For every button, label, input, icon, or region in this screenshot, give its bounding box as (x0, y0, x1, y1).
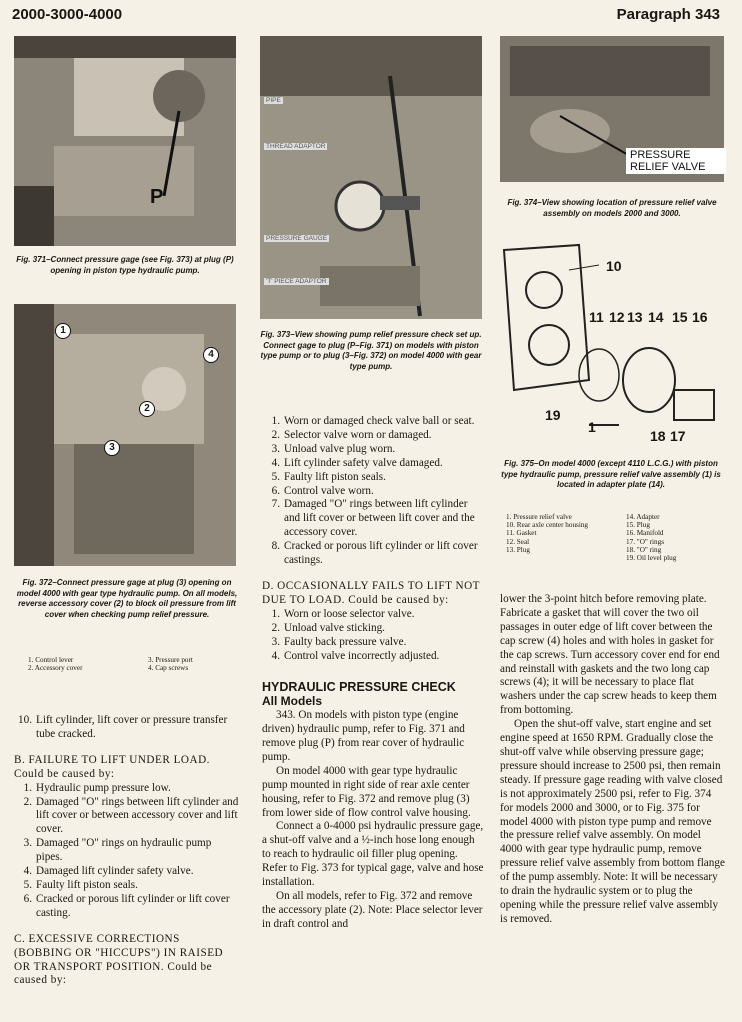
list-item: 6. Control valve worn. (271, 484, 374, 497)
callout-19: 19 (545, 407, 561, 423)
legend-item: 10. Rear axle center housing (506, 521, 589, 530)
legend-item: 4. Cap screws (148, 664, 189, 673)
list-item: 3. Unload valve plug worn. (271, 442, 396, 455)
list-item: 4. Lift cylinder safety valve damaged. (271, 456, 443, 469)
list-b (14, 782, 240, 921)
paragraph-header: Paragraph 343 (616, 6, 720, 23)
list-item: 8. Cracked or porous lift cylinder or lift cover castings. (271, 540, 478, 567)
list-item: 2. Selector valve worn or damaged. (271, 428, 432, 441)
fig-372-caption: Fig. 372–Connect pressure gage at plug (3) opening on model 4000 with gear type hydraulic pump. On all models, reverse accessory cover (2) to block oil pressure from lift cover when checking pump relief pressure. (16, 578, 238, 619)
list-item: 5. Faulty lift piston seals. (23, 878, 138, 891)
list-item: 4. Damaged lift cylinder safety valve. (23, 865, 194, 878)
callout-10: 10 (606, 258, 622, 274)
legend-item: 1. Control lever (28, 656, 74, 664)
paragraph: On model 4000 with gear type hydraulic pump mounted in right side of rear axle center housing, refer to Fig. 372 and remove plug (3) from lower side of flow control valve housing. (262, 764, 471, 819)
legend-item: 1. Pressure relief valve (506, 513, 572, 521)
pressure-relief-valve-label: PRESSURE RELIEF VALVE (626, 148, 726, 174)
list-item: 1. Worn or loose selector valve. (271, 607, 415, 620)
fig-371-caption: Fig. 371–Connect pressure gage (see Fig. 373) at plug (P) opening in piston type hydraulic pump. (16, 255, 234, 275)
paragraph: On all models, refer to Fig. 372 and remove the accessory plate (2). Note: Place selector lever in draft control and (262, 890, 483, 930)
callout-4: 4 (203, 347, 219, 363)
legend-item (506, 554, 626, 562)
paragraph: Open the shut-off valve, start engine and set engine speed at 1650 RPM. Gradually close the shut-off valve while observing pressure gage; pressure should increase to 2500 psi, then remain steady. If pressure gage reading with valve closed is not approximately 2500 psi, refer to Fig. 374 for models 2000 and 3000, or to Fig. 375 for model 4000 with piston type pump and remove the pressure relief valve assembly. On model 4000 with gear type hydraulic pump, remove pressure relief valve assembly from bottom flange of the pump assembly. Note: It will be necessary to drain the hydraulic system or to plug the opening while the pressure relief valve assembly is removed. (500, 718, 725, 925)
list-item: 2. Unload valve sticking. (271, 621, 385, 634)
list-a (262, 415, 484, 568)
paragraph: Connect a 0-4000 psi hydraulic pressure gage, a shut-off valve and a ½-inch hose long enough to reach to hydraulic oil filler plug opening. Refer to Fig. 373 for typical gage, valve and hose installation. (262, 820, 484, 889)
fig-373-photo (260, 36, 482, 319)
fig-375-legend (506, 513, 726, 562)
legend-item: 18. "O" ring (626, 545, 662, 554)
list-item: 2. Damaged "O" rings between lift cylinder and lift cover or between accessory cover and lift cover. (23, 795, 239, 836)
list-d (262, 608, 484, 664)
list-item: 1. Worn or damaged check valve ball or seat. (271, 415, 475, 427)
fig-371-photo (14, 36, 236, 246)
legend-item: 15. Plug (626, 521, 650, 530)
label-t-piece-adaptor: 'T' PIECE ADAPTOR (266, 278, 327, 285)
callout-15: 15 (672, 309, 688, 325)
paragraph: 343. On models with piston type (engine driven) hydraulic pump, refer to Fig. 371 and remove plug (P) from rear cover of hydraulic pump. (262, 709, 465, 763)
callout-16: 16 (692, 309, 708, 325)
section-c-heading: C. EXCESSIVE CORRECTIONS (BOBBING OR "HICCUPS") IN RAISED OR TRANSPORT POSITION. Could be caused by: (14, 932, 224, 987)
legend-item: 11. Gasket (506, 529, 537, 538)
list-item: 3. Damaged "O" rings on hydraulic pump pipes. (23, 837, 212, 864)
legend-item: 12. Seal (506, 537, 530, 546)
label-pipe: PIPE (266, 97, 281, 104)
legend-item: 14. Adapter (626, 513, 660, 521)
callout-1-relief: 1 (588, 419, 596, 435)
callout-17: 17 (670, 428, 686, 444)
callout-1: 1 (55, 323, 71, 339)
callout-11: 11 (589, 309, 604, 325)
list-item: 3. Faulty back pressure valve. (271, 635, 407, 648)
callout-13: 13 (627, 309, 643, 325)
list-item: 4. Control valve incorrectly adjusted. (271, 649, 440, 662)
list-item: 1. Hydraulic pump pressure low. (23, 781, 171, 794)
all-models-subheading: All Models (262, 694, 323, 709)
legend-item: 3. Pressure port (148, 656, 193, 664)
section-d-heading: D. OCCASIONALLY FAILS TO LIFT NOT DUE TO LOAD. Could be caused by: (262, 579, 480, 606)
hydraulic-pressure-check-heading: HYDRAULIC PRESSURE CHECK (262, 680, 456, 695)
legend-item: 13. Plug (506, 545, 530, 554)
column-2 (262, 415, 484, 932)
fig-373-caption: Fig. 373–View showing pump relief pressure check set up. Connect gage to plug (P–Fig. 371) on models with piston type pump or to plug (3–Fig. 372) on model 4000 with gear type pump. (260, 330, 482, 371)
callout-2: 2 (139, 401, 155, 417)
list-item: 6. Cracked or porous lift cylinder or lift cover casting. (23, 892, 230, 919)
fig-372-photo (14, 304, 236, 566)
label-thread-adaptor: THREAD ADAPTOR (266, 143, 326, 150)
section-b-heading: B. FAILURE TO LIFT UNDER LOAD. Could be caused by: (14, 753, 210, 780)
list-item: 5. Faulty lift piston seals. (271, 470, 386, 483)
page-models-header: 2000-3000-4000 (12, 6, 123, 23)
fig-372-legend (28, 656, 238, 672)
label-pressure-gauge: PRESSURE GAUGE (266, 235, 328, 242)
paragraph: lower the 3-point hitch before removing plate. Fabricate a gasket that will cover the two oil passages in outer edge of lift cover between the cap screw (4) holes and with holes in gasket for the cap screws. Turn accessory cover end for end and reinstall with gaskets and the two long cap screws (4); it will be necessary to place flat washers under the cap screw heads to keep them from bottoming. (500, 593, 720, 717)
legend-item: 16. Manifold (626, 529, 664, 538)
callout-12: 12 (609, 309, 625, 325)
callout-3: 3 (104, 440, 120, 456)
callout-18: 18 (650, 428, 666, 444)
column-1 (14, 714, 240, 988)
legend-item: 17. "O" rings (626, 537, 665, 546)
callout-14: 14 (648, 309, 664, 325)
column-3 (500, 593, 726, 927)
list-item: 10. Lift cylinder, lift cover or pressure transfer tube cracked. (18, 714, 228, 740)
legend-item: 2. Accessory cover (28, 664, 83, 673)
plug-p-label: P (150, 186, 164, 208)
legend-item: 19. Oil level plug (626, 554, 677, 563)
fig-375-caption: Fig. 375–On model 4000 (except 4110 L.C.G.) with piston type hydraulic pump, pressure relief valve assembly (1) is located in adapter plate (14). (501, 459, 721, 489)
list-item: 7. Damaged "O" rings between lift cylinder and lift cover or between lift cover and the accessory cover. (271, 498, 475, 539)
fig-374-caption: Fig. 374–View showing location of pressure relief valve assembly on models 2000 and 3000. (507, 198, 717, 218)
